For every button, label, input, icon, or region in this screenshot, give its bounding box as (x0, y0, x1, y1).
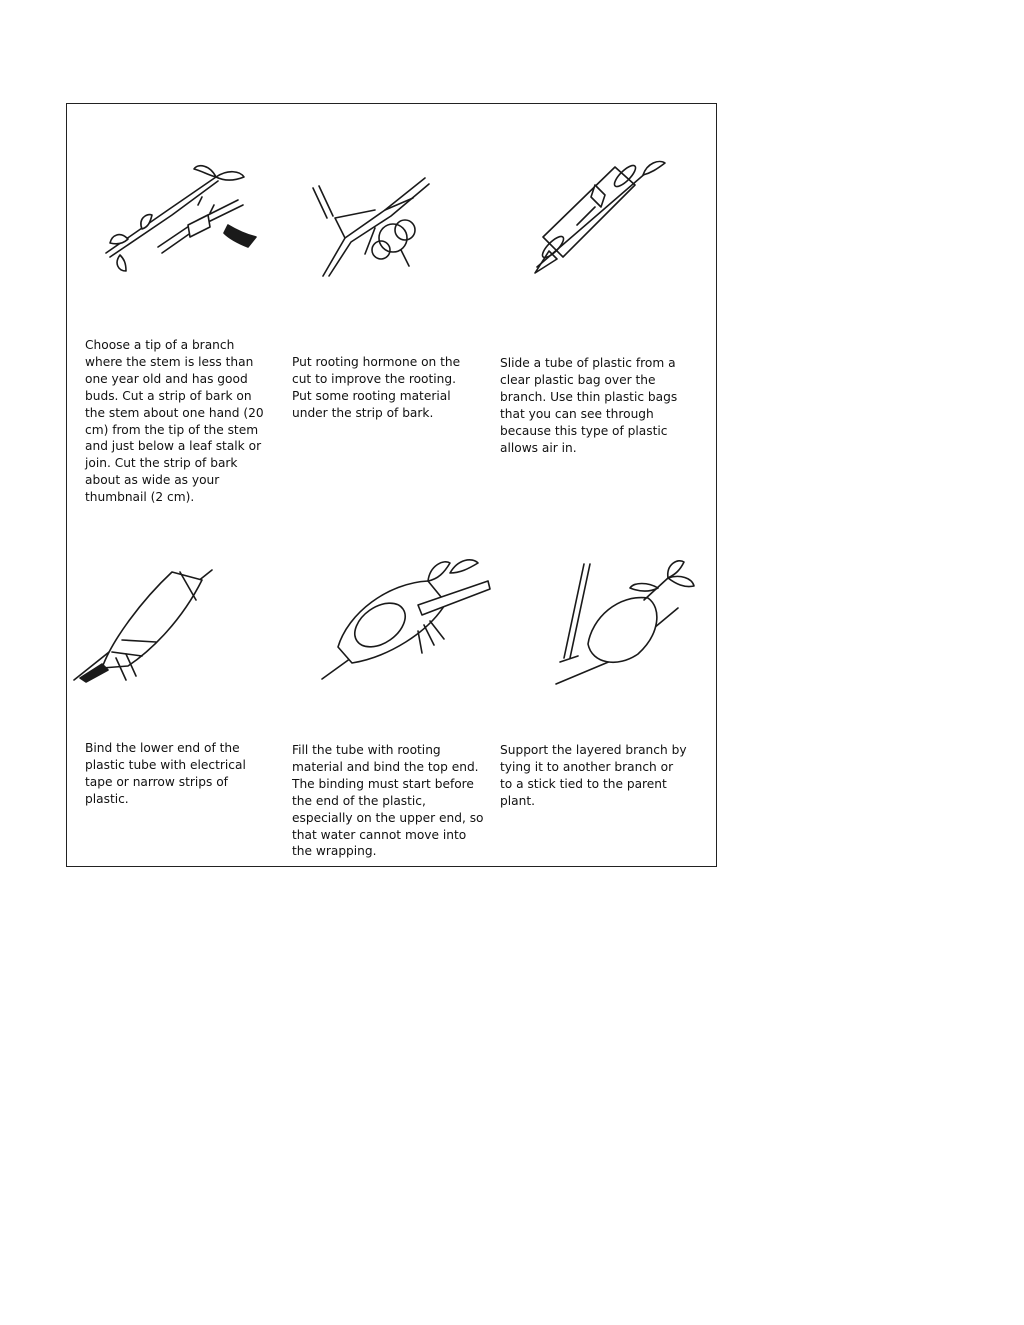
branch-cut-icon (98, 155, 258, 280)
step-4-caption: Bind the lower end of the plastic tube with electrical tape or narrow strips of plastic. (85, 741, 246, 806)
step-5-caption: Fill the tube with rooting material and bind the top end. The binding must start before the end of the plastic, especially on the upper end, so that water cannot move into the wrapping. (292, 743, 484, 859)
rooting-material-icon (305, 158, 455, 283)
bind-tape-icon (72, 560, 222, 685)
plastic-tube-icon (525, 155, 675, 280)
step-1-caption: Choose a tip of a branch where the stem is less than one year old and has good buds. Cut a strip of bark on the stem about one hand (20 cm) from the tip of the stem and just below a leaf stalk or join. Cut the strip of bark about as wide as your thumbnail (2 cm). (85, 338, 264, 505)
step-3-caption: Slide a tube of plastic from a clear plastic bag over the branch. Use thin plastic bags that you can see through because this type of plastic allows air in. (500, 356, 678, 455)
fill-tube-icon (318, 553, 498, 683)
step-2-caption: Put rooting hormone on the cut to improve the rooting. Put some rooting material under the strip of bark. (292, 355, 461, 420)
step-6-caption: Support the layered branch by tying it to another branch or to a stick tied to the parent plant. (500, 743, 687, 808)
stick-support-icon (548, 558, 698, 688)
